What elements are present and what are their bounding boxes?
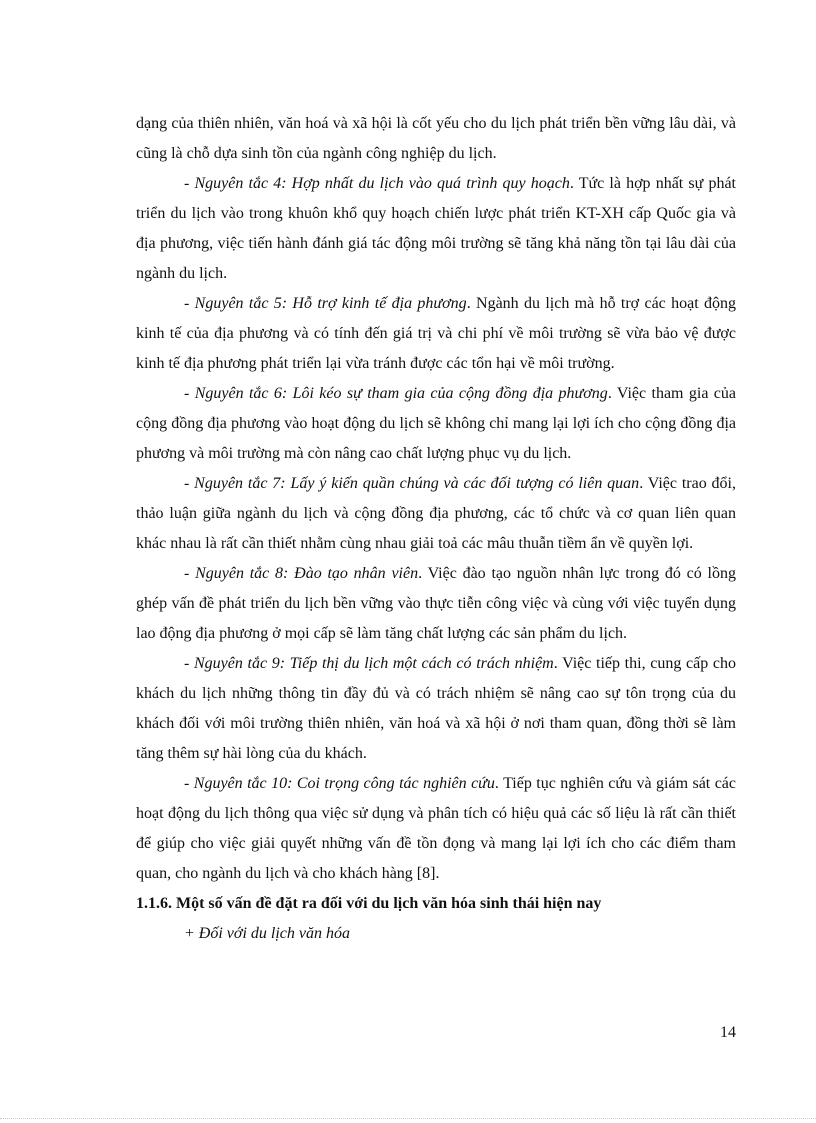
principle-title: - Nguyên tắc 10: Coi trọng công tác nghiên cứu (184, 775, 495, 792)
principle-title: - Nguyên tắc 5: Hỗ trợ kinh tế địa phương (184, 295, 467, 312)
paragraph-text: . Ngành du lịch mà hỗ trợ các hoạt động kinh tế của địa phương và có tính đến giá trị và chi phí về môi trường sẽ vừa bảo vệ được kinh tế địa phương phát triển lại vừa tránh được các tổn hại về môi trường. (136, 295, 737, 372)
paragraph-principle-10 (136, 769, 736, 889)
principle-title: - Nguyên tắc 7: Lấy ý kiến quần chúng và các đối tượng có liên quan (184, 475, 640, 492)
paragraph-principle-5 (136, 289, 736, 379)
page-number: 14 (720, 1024, 736, 1041)
principle-title: - Nguyên tắc 9: Tiếp thị du lịch một cách có trách nhiệm (184, 655, 554, 672)
principle-title: - Nguyên tắc 6: Lôi kéo sự tham gia của cộng đồng địa phương (184, 385, 608, 402)
page-border-divider (0, 1118, 816, 1119)
paragraph-principle-8 (136, 559, 736, 649)
paragraph-principle-9 (136, 649, 736, 769)
section-heading: 1.1.6. Một số vấn đề đặt ra đối với du lịch văn hóa sinh thái hiện nay (136, 895, 602, 912)
paragraph-text: . Việc tiếp thi, cung cấp cho khách du lịch những thông tin đầy đủ và có trách nhiệm sẽ nâng cao sự tôn trọng của du khách đối với môi trường thiên nhiên, văn hoá và xã hội ở nơi tham quan, đồng thời sẽ làm tăng thêm sự hài lòng của du khách. (136, 655, 736, 762)
paragraph-text: . Tiếp tục nghiên cứu và giám sát các hoạt động du lịch thông qua việc sử dụng và phân tích có hiệu quả các số liệu là rất cần thiết để giúp cho việc giải quyết những vấn đề tồn đọng và mang lại lợi ích cho các điểm tham quan, cho ngành du lịch và cho khách hàng [8]. (136, 775, 737, 882)
subsection-heading: + Đối với du lịch văn hóa (184, 925, 350, 942)
paragraph-principle-7 (136, 469, 736, 559)
paragraph-intro (136, 109, 736, 169)
page-body (136, 109, 736, 949)
paragraph-text: . Việc đào tạo nguồn nhân lực trong đó có lồng ghép vấn đề phát triển du lịch bền vững vào thực tiễn công việc và cùng với việc tuyển dụng lao động địa phương ở mọi cấp sẽ làm tăng chất lượng các sản phẩm du lịch. (136, 565, 736, 642)
paragraph-text: dạng của thiên nhiên, văn hoá và xã hội là cốt yếu cho du lịch phát triển bền vững lâu dài, và cũng là chỗ dựa sinh tồn của ngành công nghiệp du lịch. (136, 115, 736, 162)
principle-title: - Nguyên tắc 8: Đào tạo nhân viên (184, 565, 419, 582)
paragraph-text: . Tức là hợp nhất sự phát triển du lịch vào trong khuôn khổ quy hoạch chiến lược phát triển KT-XH cấp Quốc gia và địa phương, việc tiến hành đánh giá tác động môi trường sẽ tăng khả năng tồn tại lâu dài của ngành du lịch. (136, 175, 737, 282)
paragraph-principle-4 (136, 169, 736, 289)
paragraph-text: . Việc trao đổi, thảo luận giữa ngành du lịch và cộng đồng địa phương, các tổ chức và cơ quan liên quan khác nhau là rất cần thiết nhằm cùng nhau giải toả các mâu thuẫn tiềm ẩn về quyền lợi. (136, 475, 737, 552)
principle-title: - Nguyên tắc 4: Hợp nhất du lịch vào quá trình quy hoạch (184, 175, 570, 192)
paragraph-principle-6 (136, 379, 736, 469)
paragraph-text: . Việc tham gia của cộng đồng địa phương vào hoạt động du lịch sẽ không chỉ mang lại lợi ích cho cộng đồng địa phương và môi trường mà còn nâng cao chất lượng phục vụ du lịch. (136, 385, 737, 462)
